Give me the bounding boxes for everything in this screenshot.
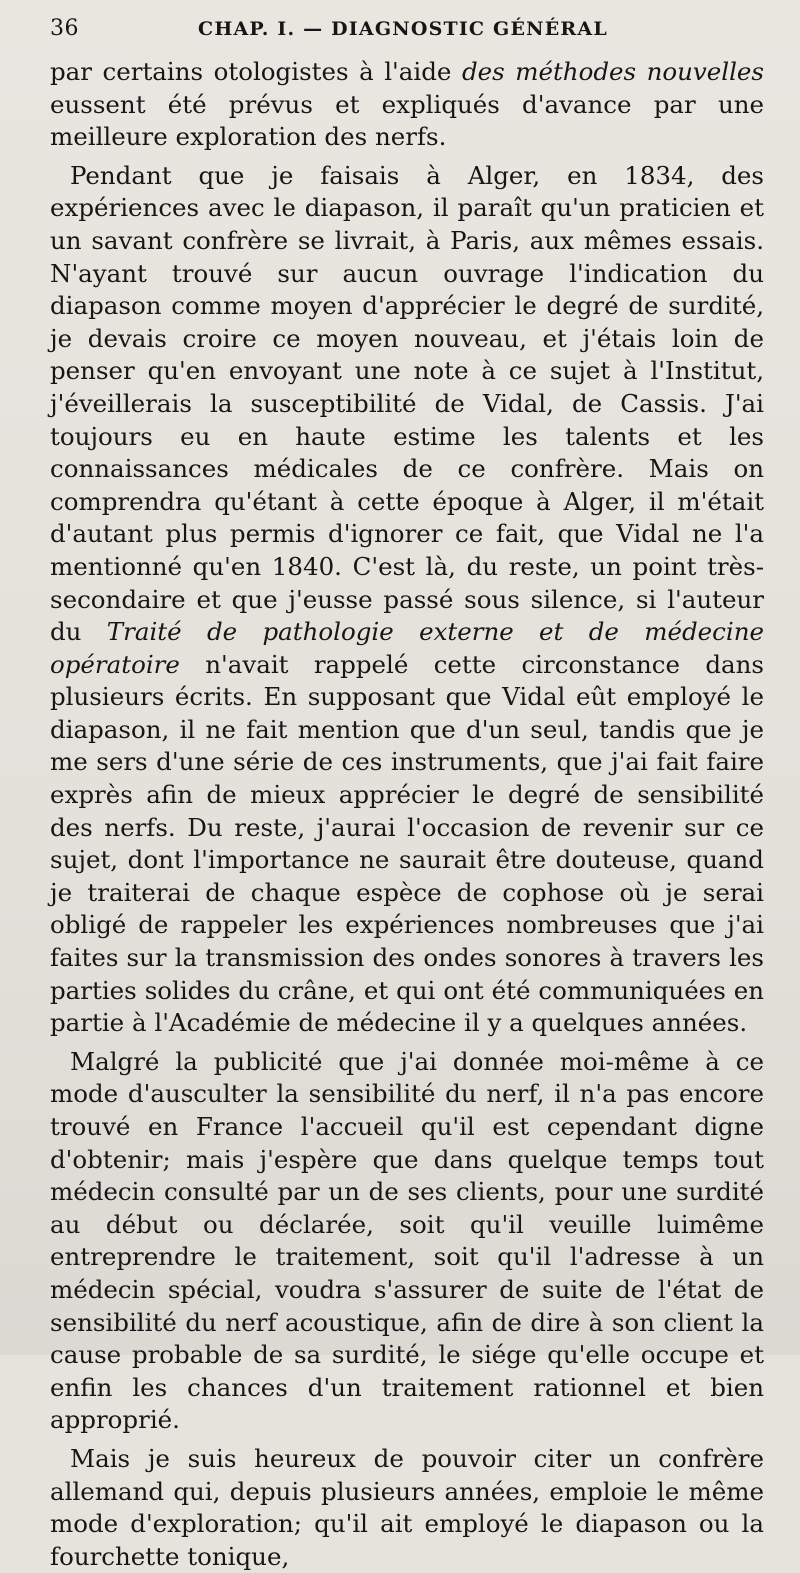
text-span: eussent été prévus et expliqués d'avance par une meilleure exploration des nerfs. [50,89,764,152]
page-number: 36 [50,16,79,41]
paragraph-continuation [50,56,764,154]
text-span: par certains otologistes à l'aide [50,57,462,86]
running-head [50,16,764,56]
paragraph-publicite: Malgré la publicité que j'ai donnée moi-même à ce mode d'ausculter la sensibilité du nerf, il n'a pas encore trouvé en France l'accueil qu'il est cependant digne d'obtenir; mais j'espère que dans quelque temps tout médecin consulté par un de ses clients, pour une surdité au début ou déclarée, soit qu'il veuille luimême entreprendre le traitement, soit qu'il l'adresse à un médecin spécial, voudra s'assurer de suite de l'état de sensibilité du nerf acoustique, afin de dire à son client la cause probable de sa surdité, le siége qu'elle occupe et enfin les chances d'un traitement rationnel et bien approprié. [50,1046,764,1435]
paragraph-confrere-allemand: Mais je suis heureux de pouvoir citer un confrère allemand qui, depuis plusieurs années, emploie le même mode d'exploration; qu'il ait employé le diapason ou la fourchette tonique, [50,1443,764,1571]
text-span: Pendant que je faisais à Alger, en 1834, des expériences avec le diapason, il paraît qu'un praticien et un savant confrère se livrait, à Paris, aux mêmes essais. N'ayant trouvé sur aucun ouvrage l'indication du diapason comme moyen d'apprécier le degré de surdité, je devais croire ce moyen nouveau, et j'étais loin de penser qu'en envoyant une note à ce sujet à l'Institut, j'éveillerais la susceptibilité de Vidal, de Cassis. J'ai toujours eu en haute estime les talents et les connaissances médicales de ce confrère. Mais on comprendra qu'étant à cette époque à Alger, il m'était d'autant plus permis d'ignorer ce fait, que Vidal ne l'a mentionné qu'en 1840. C'est là, du reste, un point très-secondaire et que j'eusse passé sous silence, si l'auteur du [50,160,764,647]
italic-book-title: Traité de pathologie externe et de médecine opératoire [50,617,764,679]
paragraph-alger [50,160,764,1040]
body-text [50,56,764,1573]
running-title: CHAP. I. — DIAGNOSTIC GÉNÉRAL [198,18,608,40]
text-span: n'avait rappelé cette circonstance dans plusieurs écrits. En supposant que Vidal eût employé le diapason, il ne fait mention que d'un seul, tandis que je me sers d'une série de ces instruments, que j'ai fait faire exprès afin de mieux apprécier le degré de sensibilité des nerfs. Du reste, j'aurai l'occasion de revenir sur ce sujet, dont l'importance ne saurait être douteuse, quand je traiterai de chaque espèce de cophose où je serai obligé de rappeler les expériences nombreuses que j'ai faites sur la transmission des ondes sonores à travers les parties solides du crâne, et qui ont été communiquées en partie à l'Académie de médecine il y a quelques années. [50,649,764,1038]
italic-phrase: des méthodes nouvelles [461,57,764,86]
